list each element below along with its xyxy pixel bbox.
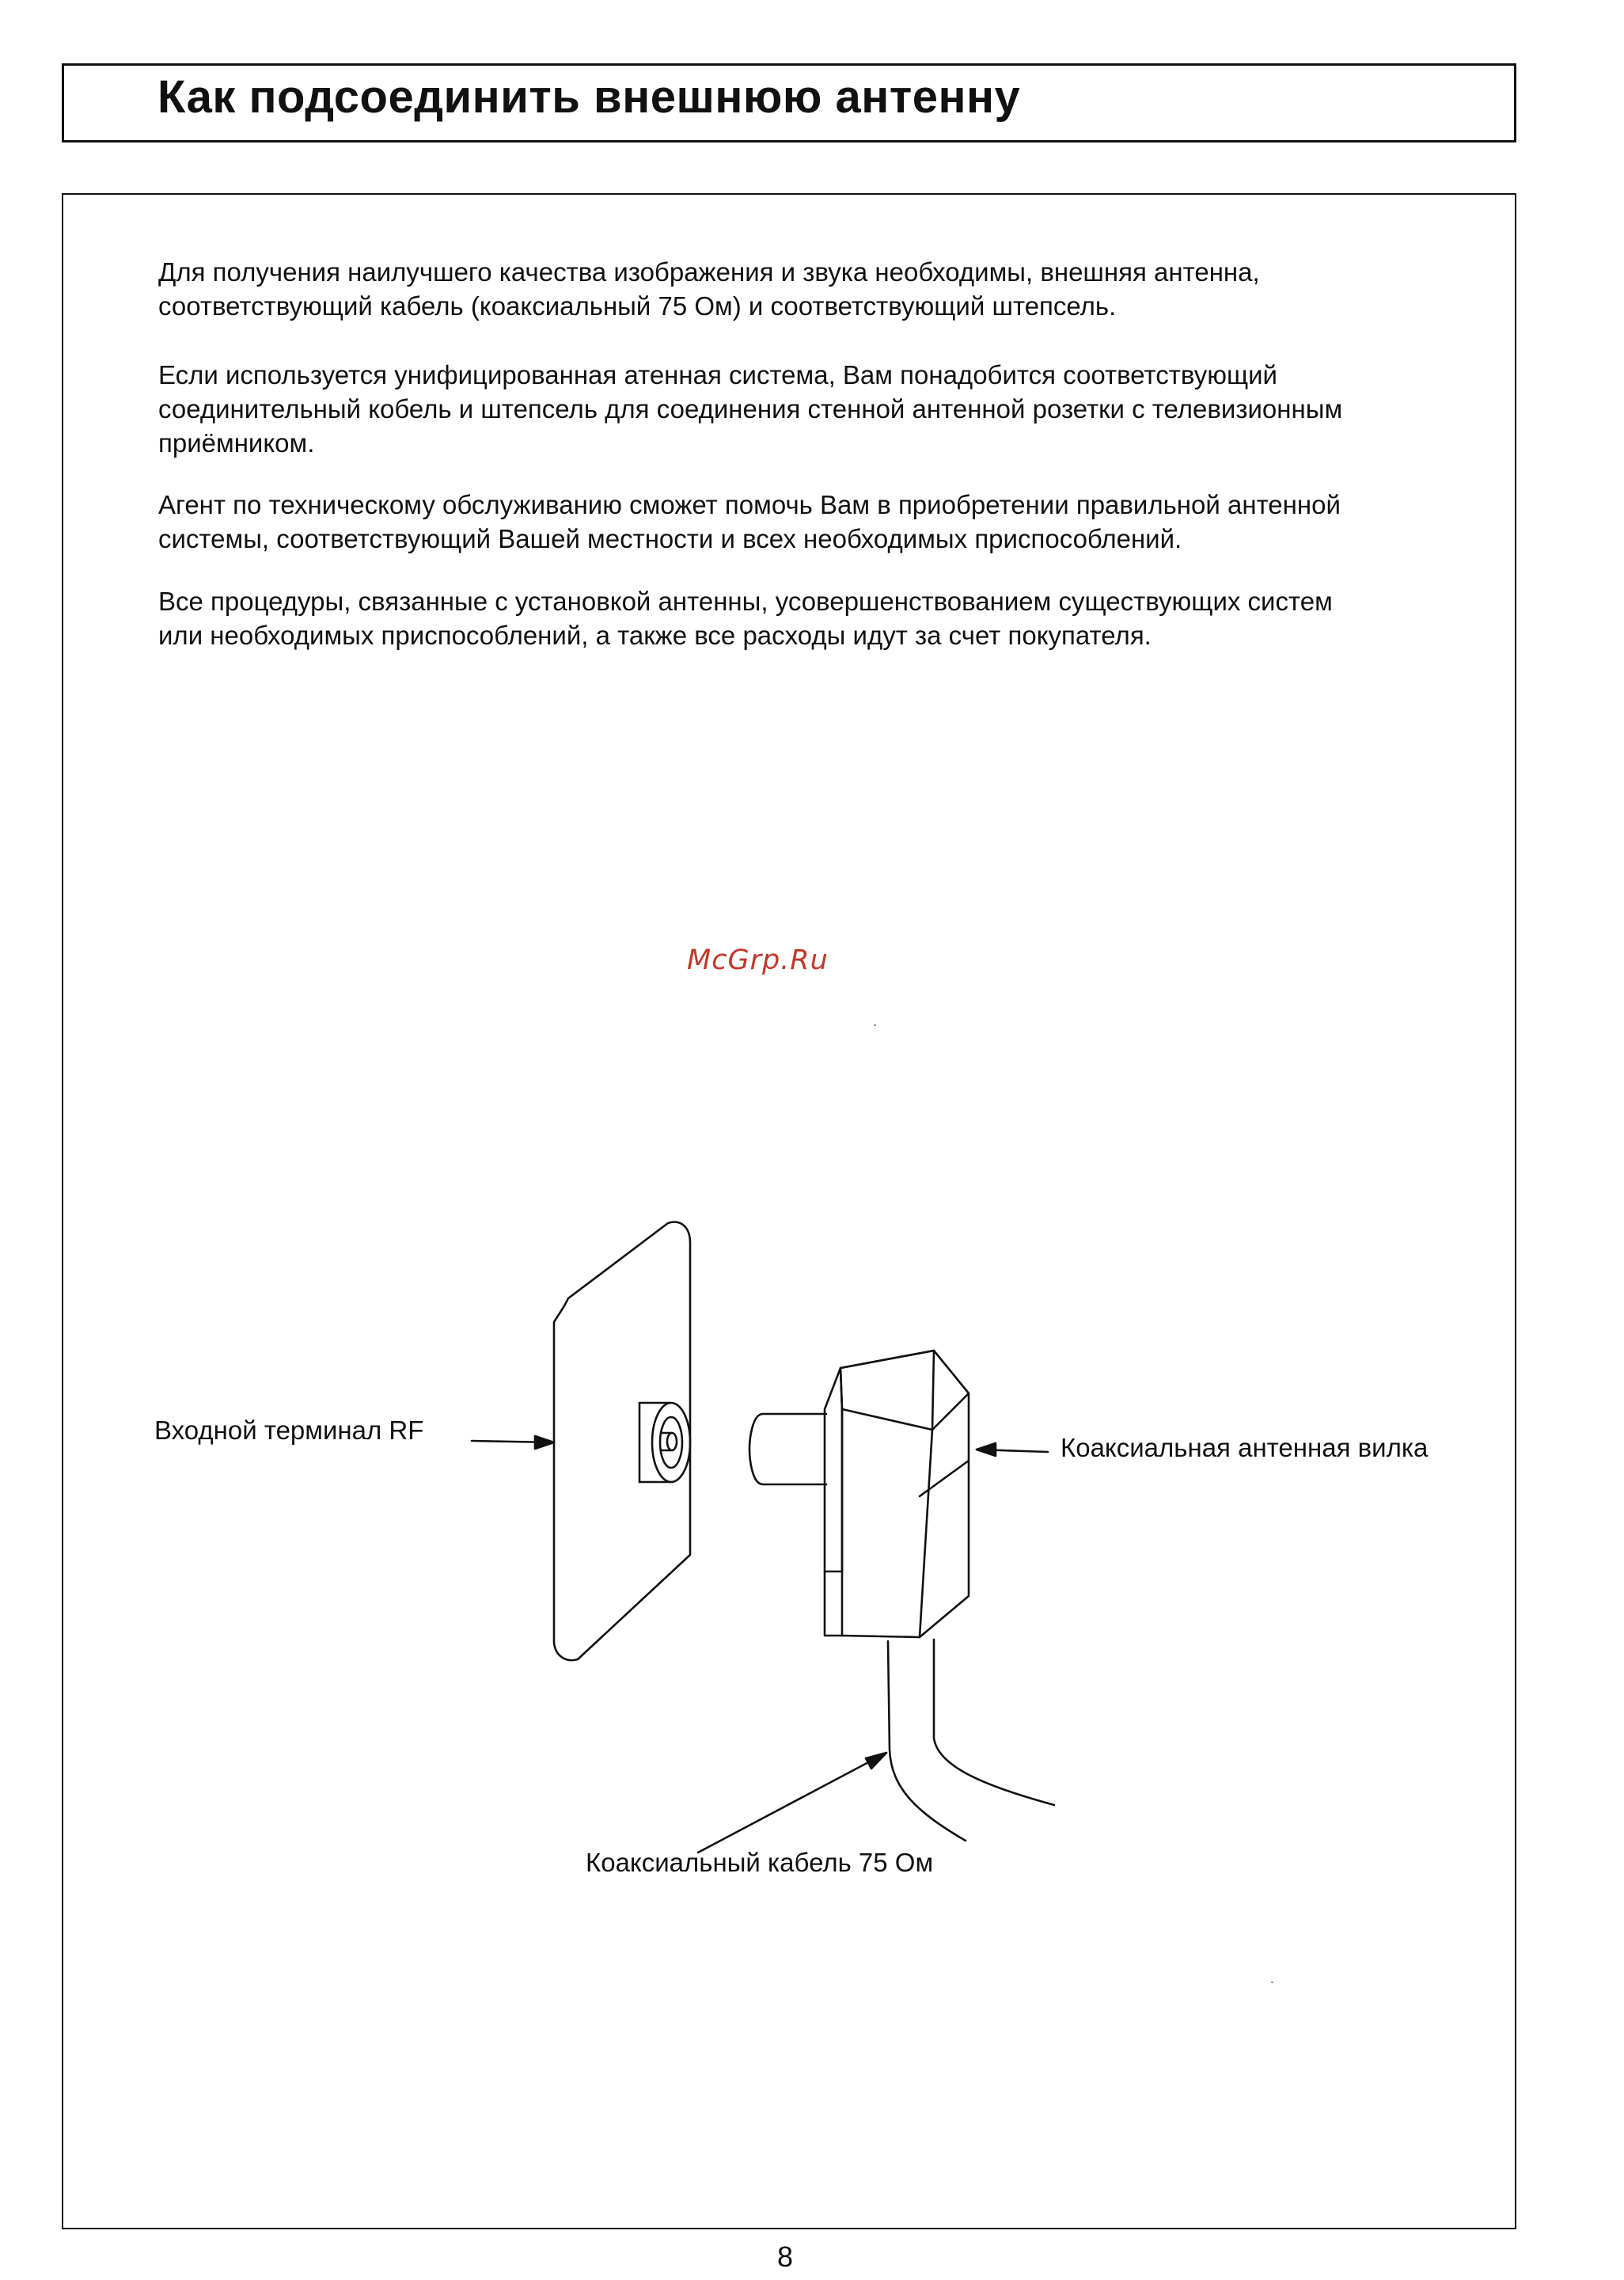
scan-speck — [874, 1024, 876, 1026]
wall-plate — [554, 1222, 690, 1661]
paragraph-line: или необходимых приспособлений, а также все расходы идут за счет покупателя. — [158, 621, 1152, 650]
page-title: Как подсоединить внешнюю антенну — [157, 71, 1021, 123]
paragraph-line: Если используется унифицированная атенная система, Вам понадобится соответствующий — [158, 360, 1277, 390]
paragraph-line: Все процедуры, связанные с установкой антенны, усовершенствованием существующих систем — [158, 587, 1333, 616]
coaxial-plug-body — [825, 1351, 969, 1637]
leader-cable-arrow — [698, 1753, 886, 1852]
leader-plug-arrow — [977, 1443, 1048, 1456]
rf-socket — [639, 1403, 690, 1482]
paragraph-line: соединительный кобель и штепсель для соединения стенной антенной розетки с телевизионным — [158, 394, 1343, 424]
coax-plug-label: Коаксиальная антенная вилка — [1061, 1433, 1429, 1462]
paragraph-line: системы, соответствующий Вашей местности и всех необходимых приспособлений. — [158, 524, 1182, 553]
coaxial-cable — [888, 1640, 1054, 1841]
leader-rf-arrow — [472, 1436, 554, 1449]
plug-pin — [749, 1414, 826, 1484]
paragraph-line: соответствующий кабель (коаксиальный 75 Ом) и соответствующий штепсель. — [158, 291, 1117, 321]
scan-speck — [1271, 1982, 1273, 1983]
watermark-text: McGrp.Ru — [687, 944, 829, 976]
paragraph-line: Для получения наилучшего качества изображения и звука необходимы, внешняя антенна, — [158, 257, 1260, 287]
paragraph-line: Агент по техническому обслуживанию сможет помочь Вам в приобретении правильной антенной — [158, 490, 1341, 519]
paragraph-line: приёмником. — [158, 428, 315, 458]
page-number: 8 — [777, 2240, 794, 2273]
coax-cable-label: Коаксиальный кабель 75 Ом — [586, 1848, 934, 1877]
rf-terminal-label: Входной терминал RF — [154, 1416, 424, 1445]
